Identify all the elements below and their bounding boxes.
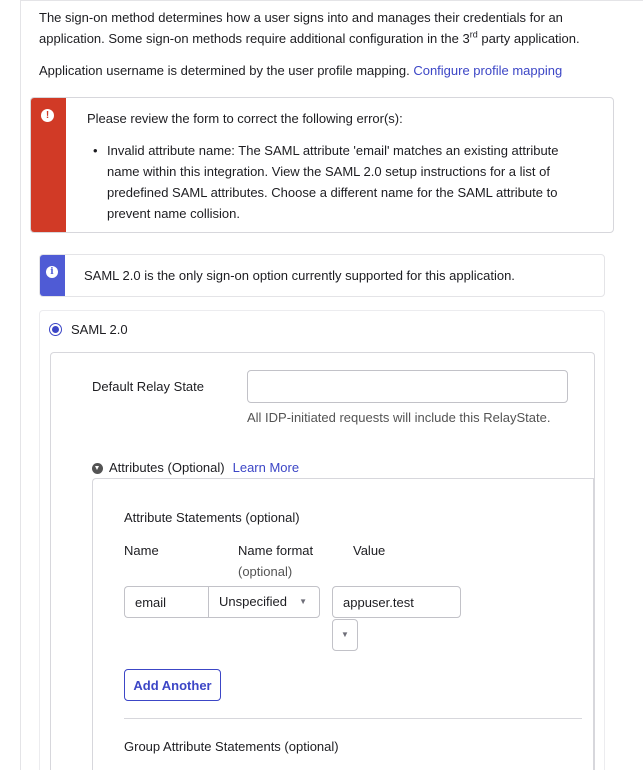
frame-border-left — [20, 0, 21, 770]
error-list — [93, 140, 593, 224]
attributes-toggle[interactable] — [92, 460, 299, 476]
relay-state-label: Default Relay State — [92, 379, 205, 394]
add-another-button[interactable]: Add Another — [124, 669, 221, 701]
error-item: • Invalid attribute name: The SAML attribute 'email' matches an existing attribute name within this integration. View the SAML 2.0 setup instructions for a list of predefined SAML attributes. Choose a different name for the SAML attribute to prevent name collision. — [93, 140, 593, 224]
name-format-select[interactable] — [208, 586, 320, 618]
attribute-statements-title: Attribute Statements (optional) — [124, 510, 300, 525]
error-title: Please review the form to correct the following error(s): — [87, 111, 403, 126]
frame-border-top — [20, 0, 643, 1]
group-attribute-statements-title: Group Attribute Statements (optional) — [124, 739, 339, 754]
relay-state-help: All IDP-initiated requests will include this RelayState. — [247, 410, 551, 425]
value-dropdown-button[interactable] — [332, 619, 358, 651]
caret-down-icon: ▼ — [341, 630, 349, 639]
attribute-name-input[interactable] — [124, 586, 209, 618]
column-header-value: Value — [353, 543, 386, 558]
section-divider — [124, 718, 582, 719]
info-text: SAML 2.0 is the only sign-on option currently supported for this application. — [84, 268, 515, 283]
chevron-down-icon — [92, 463, 103, 474]
error-strip — [31, 98, 66, 232]
sign-on-intro-text — [39, 7, 619, 49]
learn-more-link[interactable]: Learn More — [232, 460, 300, 475]
column-header-name-format: Name format — [238, 543, 314, 558]
info-callout — [39, 254, 605, 297]
username-mapping-text — [39, 60, 562, 81]
name-format-value: Unspecified — [219, 594, 287, 609]
error-callout — [30, 97, 614, 233]
attribute-value-input[interactable] — [332, 586, 461, 618]
relay-state-input[interactable] — [247, 370, 568, 403]
intro-text: The sign-on method determines how a user signs into and manages their credentials for an application. Some sign-on methods require additional configuration in the 3 — [39, 10, 563, 46]
info-strip — [40, 255, 65, 296]
info-icon: i — [46, 266, 58, 278]
intro-superscript: rd — [469, 29, 478, 40]
username-text: Application username is determined by the user profile mapping. — [39, 63, 410, 78]
attributes-panel-border — [593, 478, 594, 770]
column-header-optional: (optional) — [238, 564, 293, 579]
saml-radio[interactable] — [49, 323, 62, 336]
attributes-toggle-label[interactable]: Attributes (Optional) — [109, 460, 225, 475]
configure-profile-mapping-link[interactable]: Configure profile mapping — [413, 63, 563, 78]
column-header-name: Name — [124, 543, 159, 558]
saml-radio-label[interactable]: SAML 2.0 — [71, 322, 128, 337]
exclamation-icon: ! — [41, 109, 54, 122]
intro-text-end: party application. — [477, 31, 580, 46]
caret-down-icon: ▼ — [299, 597, 307, 606]
